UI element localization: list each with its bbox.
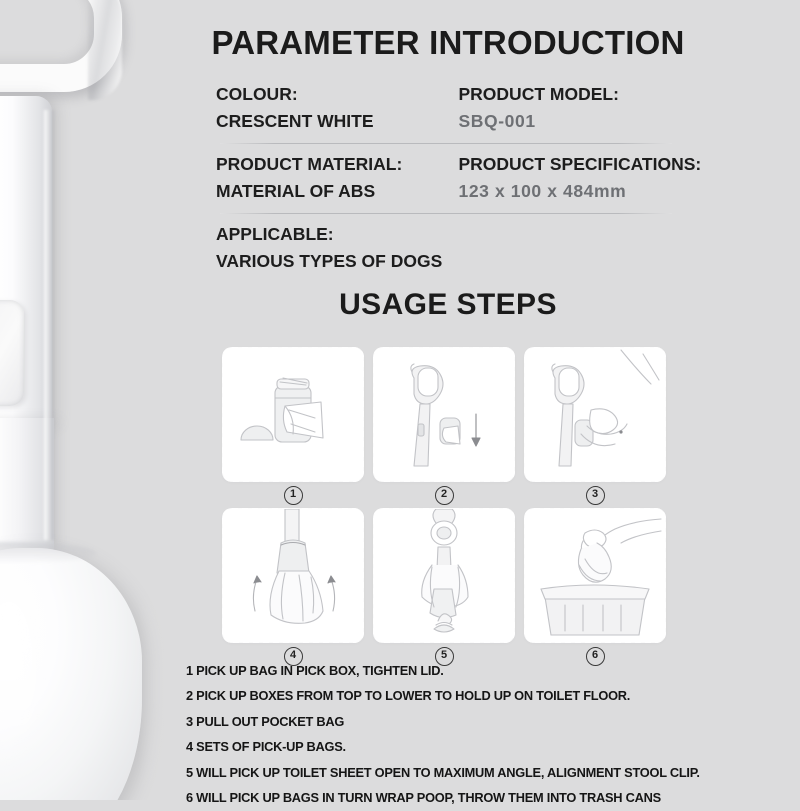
product-photo: [0, 0, 185, 800]
parameter-cell-model: [459, 82, 702, 134]
parameter-value: VARIOUS TYPES OF DOGS: [216, 251, 443, 272]
instruction-line: 6 WILL PICK UP BAGS IN TURN WRAP POOP, THROW THEM INTO TRASH CANS: [186, 790, 661, 806]
parameter-label: COLOUR:: [216, 84, 298, 104]
step-panel: [525, 348, 665, 481]
usage-step-6: [525, 509, 665, 666]
parameter-divider: [220, 143, 672, 144]
scooper-open-over-waste-icon: [374, 509, 514, 642]
step-number: 2: [435, 486, 454, 505]
instruction-list: [186, 658, 786, 811]
product-handle-highlight: [88, 0, 122, 100]
parameter-label: PRODUCT MATERIAL:: [216, 154, 403, 175]
parameter-value: CRESCENT WHITE: [216, 110, 374, 131]
step-number: 5: [435, 647, 454, 666]
parameter-row: [216, 222, 701, 274]
usage-step-2: [374, 348, 514, 505]
step-number: 6: [586, 647, 605, 666]
parameter-divider: [220, 213, 672, 214]
step-panel: [374, 509, 514, 642]
step-panel: [374, 348, 514, 481]
product-shaft-edge: [44, 110, 54, 540]
usage-step-4: [223, 509, 363, 666]
content-column: [185, 0, 800, 806]
bag-mounted-on-scoop-head-up-arrows-icon: [223, 509, 363, 642]
parameter-value: 123 x 100 x 484mm: [458, 181, 627, 202]
photo-edge-fade: [139, 0, 185, 800]
hand-pulling-bag-from-box-icon: [525, 348, 665, 481]
usage-step-1: [223, 348, 363, 505]
parameter-cell-empty: [459, 222, 702, 274]
usage-steps-title: USAGE STEPS: [339, 288, 557, 321]
step-number: 4: [284, 647, 303, 666]
hand-dropping-bag-into-trash-can-icon: [525, 509, 665, 642]
product-release-button: [0, 300, 24, 406]
parameter-row: [216, 152, 701, 204]
parameter-table: [216, 82, 701, 274]
step-number: 1: [284, 486, 303, 505]
parameter-cell-specifications: [459, 152, 702, 204]
instruction-line: 3 PULL OUT POCKET BAG: [186, 713, 345, 729]
parameter-row: [216, 82, 701, 134]
bag-box-with-lid-and-bag-roll-icon: [223, 348, 363, 481]
parameter-label: APPLICABLE:: [216, 224, 334, 245]
usage-step-3: [525, 348, 665, 505]
parameter-cell-colour: [216, 82, 459, 134]
parameter-cell-applicable: [216, 222, 459, 274]
step-number: 3: [586, 486, 605, 505]
scooper-with-box-attaching-down-arrow-icon: [374, 348, 514, 481]
parameter-cell-material: [216, 152, 459, 204]
parameter-label: PRODUCT MODEL:: [458, 84, 619, 104]
usage-step-5: [374, 509, 514, 666]
step-panel: [525, 509, 665, 642]
step-panel: [223, 348, 363, 481]
instruction-line: 5 WILL PICK UP TOILET SHEET OPEN TO MAXIMUM ANGLE, ALIGNMENT STOOL CLIP.: [186, 764, 700, 780]
page-title: PARAMETER INTRODUCTION: [211, 24, 685, 61]
instruction-line: 2 PICK UP BOXES FROM TOP TO LOWER TO HOLD UP ON TOILET FLOOR.: [186, 688, 631, 704]
parameter-label: PRODUCT SPECIFICATIONS:: [458, 154, 702, 175]
usage-steps-grid: [223, 348, 673, 666]
instruction-line: 1 PICK UP BAG IN PICK BOX, TIGHTEN LID.: [186, 663, 444, 678]
parameter-value: MATERIAL OF ABS: [216, 181, 376, 202]
step-panel: [223, 509, 363, 642]
instruction-line: 4 SETS OF PICK-UP BAGS.: [186, 739, 346, 755]
parameter-value: SBQ-001: [458, 110, 536, 131]
